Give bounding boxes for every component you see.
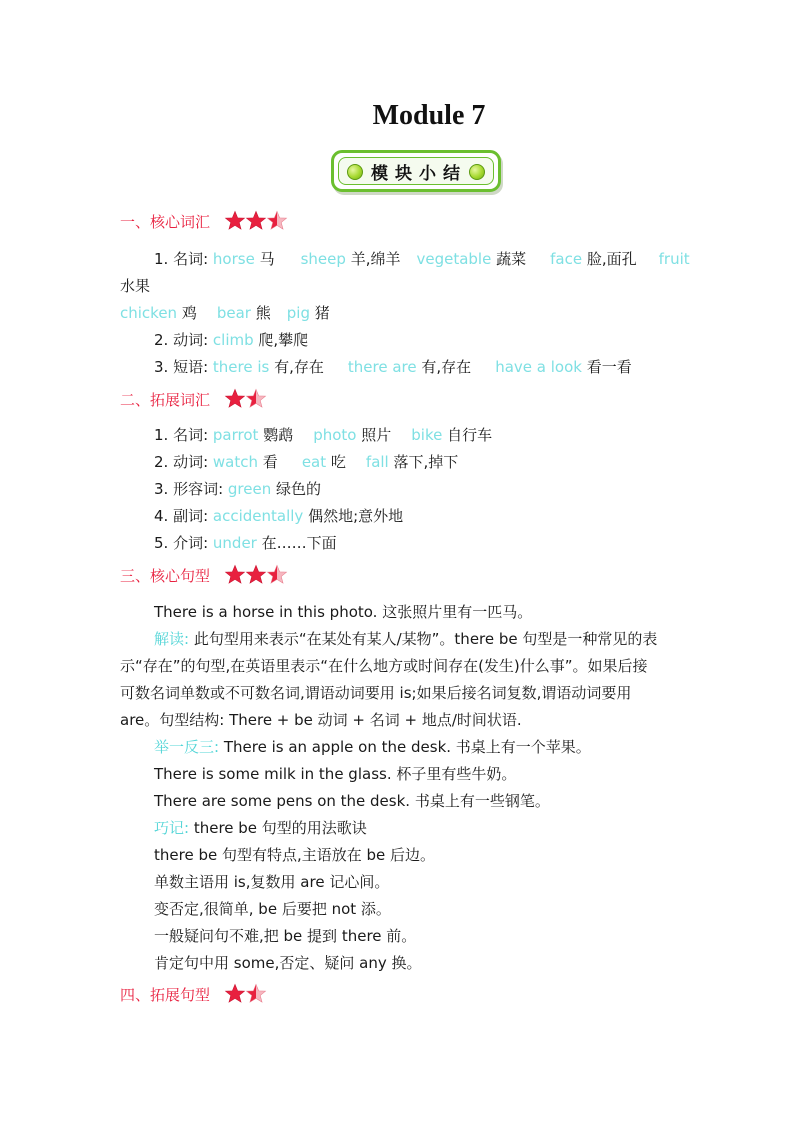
summary-badge-inner bbox=[338, 157, 494, 185]
difficulty-stars bbox=[224, 210, 287, 232]
summary-badge bbox=[331, 150, 501, 192]
chinese-meaning: 羊,绵羊 bbox=[350, 250, 401, 268]
english-term: face bbox=[550, 250, 583, 268]
chinese-meaning: 马 bbox=[259, 250, 275, 268]
english-term: horse bbox=[212, 250, 255, 268]
green-dot-icon bbox=[347, 164, 363, 180]
english-term: have a look bbox=[495, 358, 582, 376]
chinese-meaning: 照片 bbox=[361, 426, 392, 444]
examples-line bbox=[154, 736, 591, 758]
example-sentence: There is a horse in this photo. 这张照片里有一匹马。 bbox=[154, 603, 533, 621]
section-heading-label: 二、拓展词汇 bbox=[120, 390, 211, 409]
mnemonic-title: there be 句型的用法歌诀 bbox=[189, 819, 367, 837]
section-heading-label: 三、核心句型 bbox=[120, 566, 211, 585]
english-term: bear bbox=[216, 304, 251, 322]
mnemonic-verse: there be 句型有特点,主语放在 be 后边。 bbox=[154, 846, 436, 864]
half-star-icon bbox=[245, 388, 267, 410]
english-term: there is bbox=[212, 358, 270, 376]
chinese-meaning: 看一看 bbox=[586, 358, 632, 376]
explanation-line: 示“存在”的句型,在英语里表示“在什么地方或时间存在(发生)什么事”。如果后接 bbox=[120, 657, 648, 675]
chinese-meaning: 脸,面孔 bbox=[586, 250, 637, 268]
chinese-meaning: 偶然地;意外地 bbox=[308, 507, 404, 525]
chinese-meaning: 自行车 bbox=[447, 426, 493, 444]
vocab-row-continuation: 水果 bbox=[120, 277, 151, 295]
half-star-icon bbox=[245, 983, 267, 1005]
chinese-meaning: 鸡 bbox=[181, 304, 197, 322]
section-heading-core-sentence-patterns bbox=[120, 562, 287, 588]
summary-badge-label: 模块小结 bbox=[371, 163, 467, 184]
full-star-icon bbox=[224, 983, 246, 1005]
vocab-row-prepositions: 5. 介词: under 在……下面 bbox=[154, 534, 337, 552]
english-term: parrot bbox=[212, 426, 259, 444]
mnemonic-verse: 变否定,很简单, be 后要把 not 添。 bbox=[154, 900, 391, 918]
explanation-text: 此句型用来表示“在某处有某人/某物”。there be 句型是一种常见的表 bbox=[189, 630, 658, 648]
english-term: climb bbox=[212, 331, 254, 349]
english-term: sheep bbox=[300, 250, 346, 268]
explanation-label: 解读: bbox=[154, 630, 190, 648]
vocab-row-adjectives: 3. 形容词: green 绿色的 bbox=[154, 480, 322, 498]
difficulty-stars bbox=[224, 983, 266, 1005]
full-star-icon bbox=[245, 210, 267, 232]
english-term: chicken bbox=[120, 304, 178, 322]
mnemonic-verse: 单数主语用 is,复数用 are 记心间。 bbox=[154, 873, 390, 891]
page-title: Module 7 bbox=[372, 100, 486, 131]
explanation-line: 可数名词单数或不可数名词,谓语动词要用 is;如果后接名词复数,谓语动词要用 bbox=[120, 684, 632, 702]
section-heading-extended-vocabulary bbox=[120, 386, 266, 412]
chinese-meaning: 吃 bbox=[330, 453, 346, 471]
vocab-row-nouns-2 bbox=[120, 302, 330, 324]
chinese-meaning: 在……下面 bbox=[261, 534, 337, 552]
difficulty-stars bbox=[224, 564, 287, 586]
english-term: green bbox=[227, 480, 272, 498]
examples-label: 举一反三: bbox=[154, 738, 220, 756]
mnemonic-label: 巧记: bbox=[154, 819, 190, 837]
green-dot-icon bbox=[469, 164, 485, 180]
explanation-line bbox=[154, 628, 657, 650]
english-term: fruit bbox=[658, 250, 690, 268]
chinese-meaning: 熊 bbox=[255, 304, 271, 322]
mnemonic-verse: 肯定句中用 some,否定、疑问 any 换。 bbox=[154, 954, 422, 972]
chinese-meaning: 有,存在 bbox=[421, 358, 472, 376]
section-heading-label: 四、拓展句型 bbox=[120, 985, 211, 1004]
vocab-row-nouns: 1. 名词: parrot 鹦鹉 photo 照片 bike 自行车 bbox=[154, 426, 493, 444]
english-term: watch bbox=[212, 453, 259, 471]
full-star-icon bbox=[224, 564, 246, 586]
vocab-row-verbs: 2. 动词: climb 爬,攀爬 bbox=[154, 331, 309, 349]
full-star-icon bbox=[245, 564, 267, 586]
chinese-meaning: 猪 bbox=[314, 304, 330, 322]
mnemonic-line bbox=[154, 817, 367, 839]
english-term: vegetable bbox=[416, 250, 492, 268]
difficulty-stars bbox=[224, 388, 266, 410]
english-term: eat bbox=[301, 453, 327, 471]
chinese-meaning: 看 bbox=[262, 453, 278, 471]
english-term: under bbox=[212, 534, 257, 552]
chinese-meaning: 鹦鹉 bbox=[263, 426, 294, 444]
vocab-row-verbs: 2. 动词: watch 看 eat 吃 fall 落下,掉下 bbox=[154, 453, 459, 471]
mnemonic-verse: 一般疑问句不难,把 be 提到 there 前。 bbox=[154, 927, 417, 945]
full-star-icon bbox=[224, 388, 246, 410]
vocab-row-adverbs: 4. 副词: accidentally 偶然地;意外地 bbox=[154, 507, 404, 525]
chinese-meaning: 绿色的 bbox=[276, 480, 322, 498]
english-term: photo bbox=[313, 426, 357, 444]
full-star-icon bbox=[224, 210, 246, 232]
english-term: accidentally bbox=[212, 507, 304, 525]
section-heading-core-vocabulary bbox=[120, 208, 287, 234]
english-term: bike bbox=[411, 426, 443, 444]
chinese-meaning: 落下,掉下 bbox=[393, 453, 459, 471]
english-term: there are bbox=[347, 358, 417, 376]
example-sentence: There is an apple on the desk. 书桌上有一个苹果。 bbox=[219, 738, 591, 756]
vocab-row-phrases: 3. 短语: there is 有,存在 there are 有,存在 have a look 看一看 bbox=[154, 358, 632, 376]
half-star-icon bbox=[266, 564, 288, 586]
english-term: pig bbox=[286, 304, 310, 322]
chinese-meaning: 有,存在 bbox=[274, 358, 324, 376]
section-heading-extended-sentence-patterns bbox=[120, 981, 266, 1007]
section-heading-label: 一、核心词汇 bbox=[120, 212, 211, 231]
example-sentence: There is some milk in the glass. 杯子里有些牛奶。 bbox=[154, 765, 517, 783]
vocab-row-nouns: 1. 名词: horse 马 sheep 羊,绵羊 vegetable 蔬菜 face 脸,面孔 fruit bbox=[154, 250, 690, 268]
half-star-icon bbox=[266, 210, 288, 232]
chinese-meaning: 爬,攀爬 bbox=[258, 331, 309, 349]
english-term: fall bbox=[365, 453, 389, 471]
example-sentence: There are some pens on the desk. 书桌上有一些钢笔。 bbox=[154, 792, 550, 810]
chinese-meaning: 蔬菜 bbox=[496, 250, 527, 268]
explanation-line: are。句型结构: There + be 动词 + 名词 + 地点/时间状语. bbox=[120, 711, 522, 729]
